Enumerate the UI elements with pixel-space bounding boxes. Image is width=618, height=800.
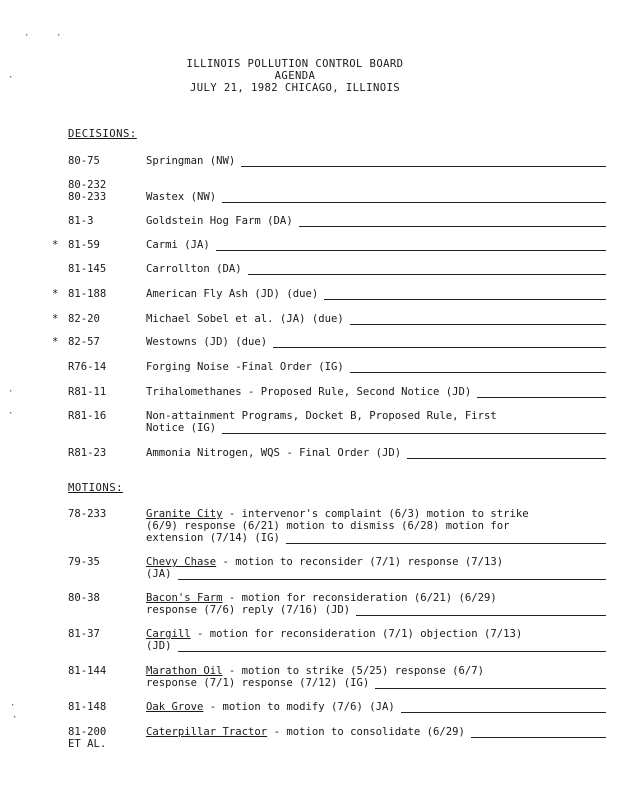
docket-number: 81-3 — [68, 215, 94, 227]
decision-text: Carrollton (DA) — [146, 263, 242, 275]
case-name: Caterpillar Tractor — [146, 726, 268, 738]
docket-number: R81-11 — [68, 386, 107, 398]
docket-number: 80-75 — [68, 155, 100, 167]
signature-line — [350, 362, 606, 373]
signature-line — [375, 678, 606, 689]
motion-text: - motion to modify (7/6) (JA) — [203, 701, 395, 713]
scan-speck: · — [12, 713, 18, 723]
docket-number: 80-38 — [68, 592, 100, 604]
signature-line — [248, 264, 606, 275]
signature-line — [216, 240, 606, 251]
motion-text: - motion to strike (5/25) response (6/7) — [222, 665, 485, 677]
decision-text: Non-attainment Programs, Docket B, Proposed Rule, First — [146, 410, 497, 422]
docket-number: R76-14 — [68, 361, 107, 373]
signature-line — [222, 423, 606, 434]
case-name: Oak Grove — [146, 701, 204, 713]
scan-speck: · — [8, 387, 14, 397]
signature-line — [477, 387, 606, 398]
signature-line — [350, 314, 606, 325]
case-name: Bacon's Farm — [146, 592, 223, 604]
signature-line — [299, 216, 606, 227]
signature-line — [471, 727, 606, 738]
decision-text: Westowns (JD) (due) — [146, 336, 268, 348]
signature-line — [178, 569, 606, 580]
motion-text: - motion for reconsideration (7/1) objection (7/13) — [190, 628, 523, 640]
motion-text: - intervenor's complaint (6/3) motion to strike — [222, 508, 529, 520]
case-name: Cargill — [146, 628, 191, 640]
meeting-date-location: JULY 21, 1982 CHICAGO, ILLINOIS — [189, 82, 401, 94]
docket-number: 81-144 — [68, 665, 107, 677]
docket-number: 78-233 — [68, 508, 107, 520]
scan-speck: · — [56, 31, 62, 41]
signature-line — [407, 448, 606, 459]
case-name: Granite City — [146, 508, 223, 520]
docket-number: 81-145 — [68, 263, 107, 275]
docket-number: 82-57 — [68, 336, 100, 348]
decision-text: Springman (NW) — [146, 155, 236, 167]
docket-number: 80-232 80-233 — [68, 179, 107, 203]
signature-line — [401, 702, 606, 713]
decision-text: American Fly Ash (JD) (due) — [146, 288, 319, 300]
case-name: Marathon Oil — [146, 665, 223, 677]
decision-text: Michael Sobel et al. (JA) (due) — [146, 313, 344, 325]
decision-text-cont: Notice (IG) — [146, 422, 217, 434]
priority-star: * — [52, 288, 59, 300]
decision-text: Trihalomethanes - Proposed Rule, Second Notice (JD) — [146, 386, 472, 398]
docket-number: 82-20 — [68, 313, 100, 325]
board-name: ILLINOIS POLLUTION CONTROL BOARD — [186, 58, 404, 70]
scan-speck: · — [8, 73, 14, 83]
docket-number: 81-148 — [68, 701, 107, 713]
motion-text: - motion for reconsideration (6/21) (6/29) — [222, 592, 497, 604]
signature-line — [324, 289, 606, 300]
decisions-heading: DECISIONS: — [68, 128, 137, 140]
priority-star: * — [52, 313, 59, 325]
signature-line — [222, 192, 606, 203]
motion-text-cont: (6/9) response (6/21) motion to dismiss (6/28) motion for — [146, 520, 510, 532]
signature-line — [273, 337, 606, 348]
decision-text: Goldstein Hog Farm (DA) — [146, 215, 293, 227]
motion-text: - motion to reconsider (7/1) response (7/13) — [216, 556, 504, 568]
docket-number: 81-59 — [68, 239, 100, 251]
decision-text: Wastex (NW) — [146, 191, 217, 203]
motions-heading: MOTIONS: — [68, 482, 124, 494]
signature-line — [241, 156, 606, 167]
docket-number: 79-35 — [68, 556, 100, 568]
decision-text: Carmi (JA) — [146, 239, 210, 251]
scan-speck: · — [8, 409, 14, 419]
priority-star: * — [52, 239, 59, 251]
signature-line — [178, 641, 606, 652]
motion-text-cont: extension (7/14) (IG) — [146, 532, 280, 544]
docket-number: R81-16 — [68, 410, 107, 422]
docket-number: 81-37 — [68, 628, 100, 640]
docket-number: 81-188 — [68, 288, 107, 300]
document-title: AGENDA — [274, 70, 316, 82]
motion-text-cont: (JD) — [146, 640, 172, 652]
scan-speck: · — [24, 31, 30, 41]
decision-text: Forging Noise -Final Order (IG) — [146, 361, 344, 373]
motion-text-cont: response (7/6) reply (7/16) (JD) — [146, 604, 351, 616]
motion-text-cont: (JA) — [146, 568, 172, 580]
decision-text: Ammonia Nitrogen, WQS - Final Order (JD) — [146, 447, 402, 459]
signature-line — [286, 533, 606, 544]
motion-text: - motion to consolidate (6/29) — [267, 726, 465, 738]
scan-speck: · — [10, 701, 16, 711]
agenda-header — [160, 58, 430, 94]
case-name: Chevy Chase — [146, 556, 217, 568]
priority-star: * — [52, 336, 59, 348]
signature-line — [356, 605, 606, 616]
docket-number: 81-200 ET AL. — [68, 726, 107, 750]
docket-number: R81-23 — [68, 447, 107, 459]
motion-text-cont: response (7/1) response (7/12) (IG) — [146, 677, 370, 689]
